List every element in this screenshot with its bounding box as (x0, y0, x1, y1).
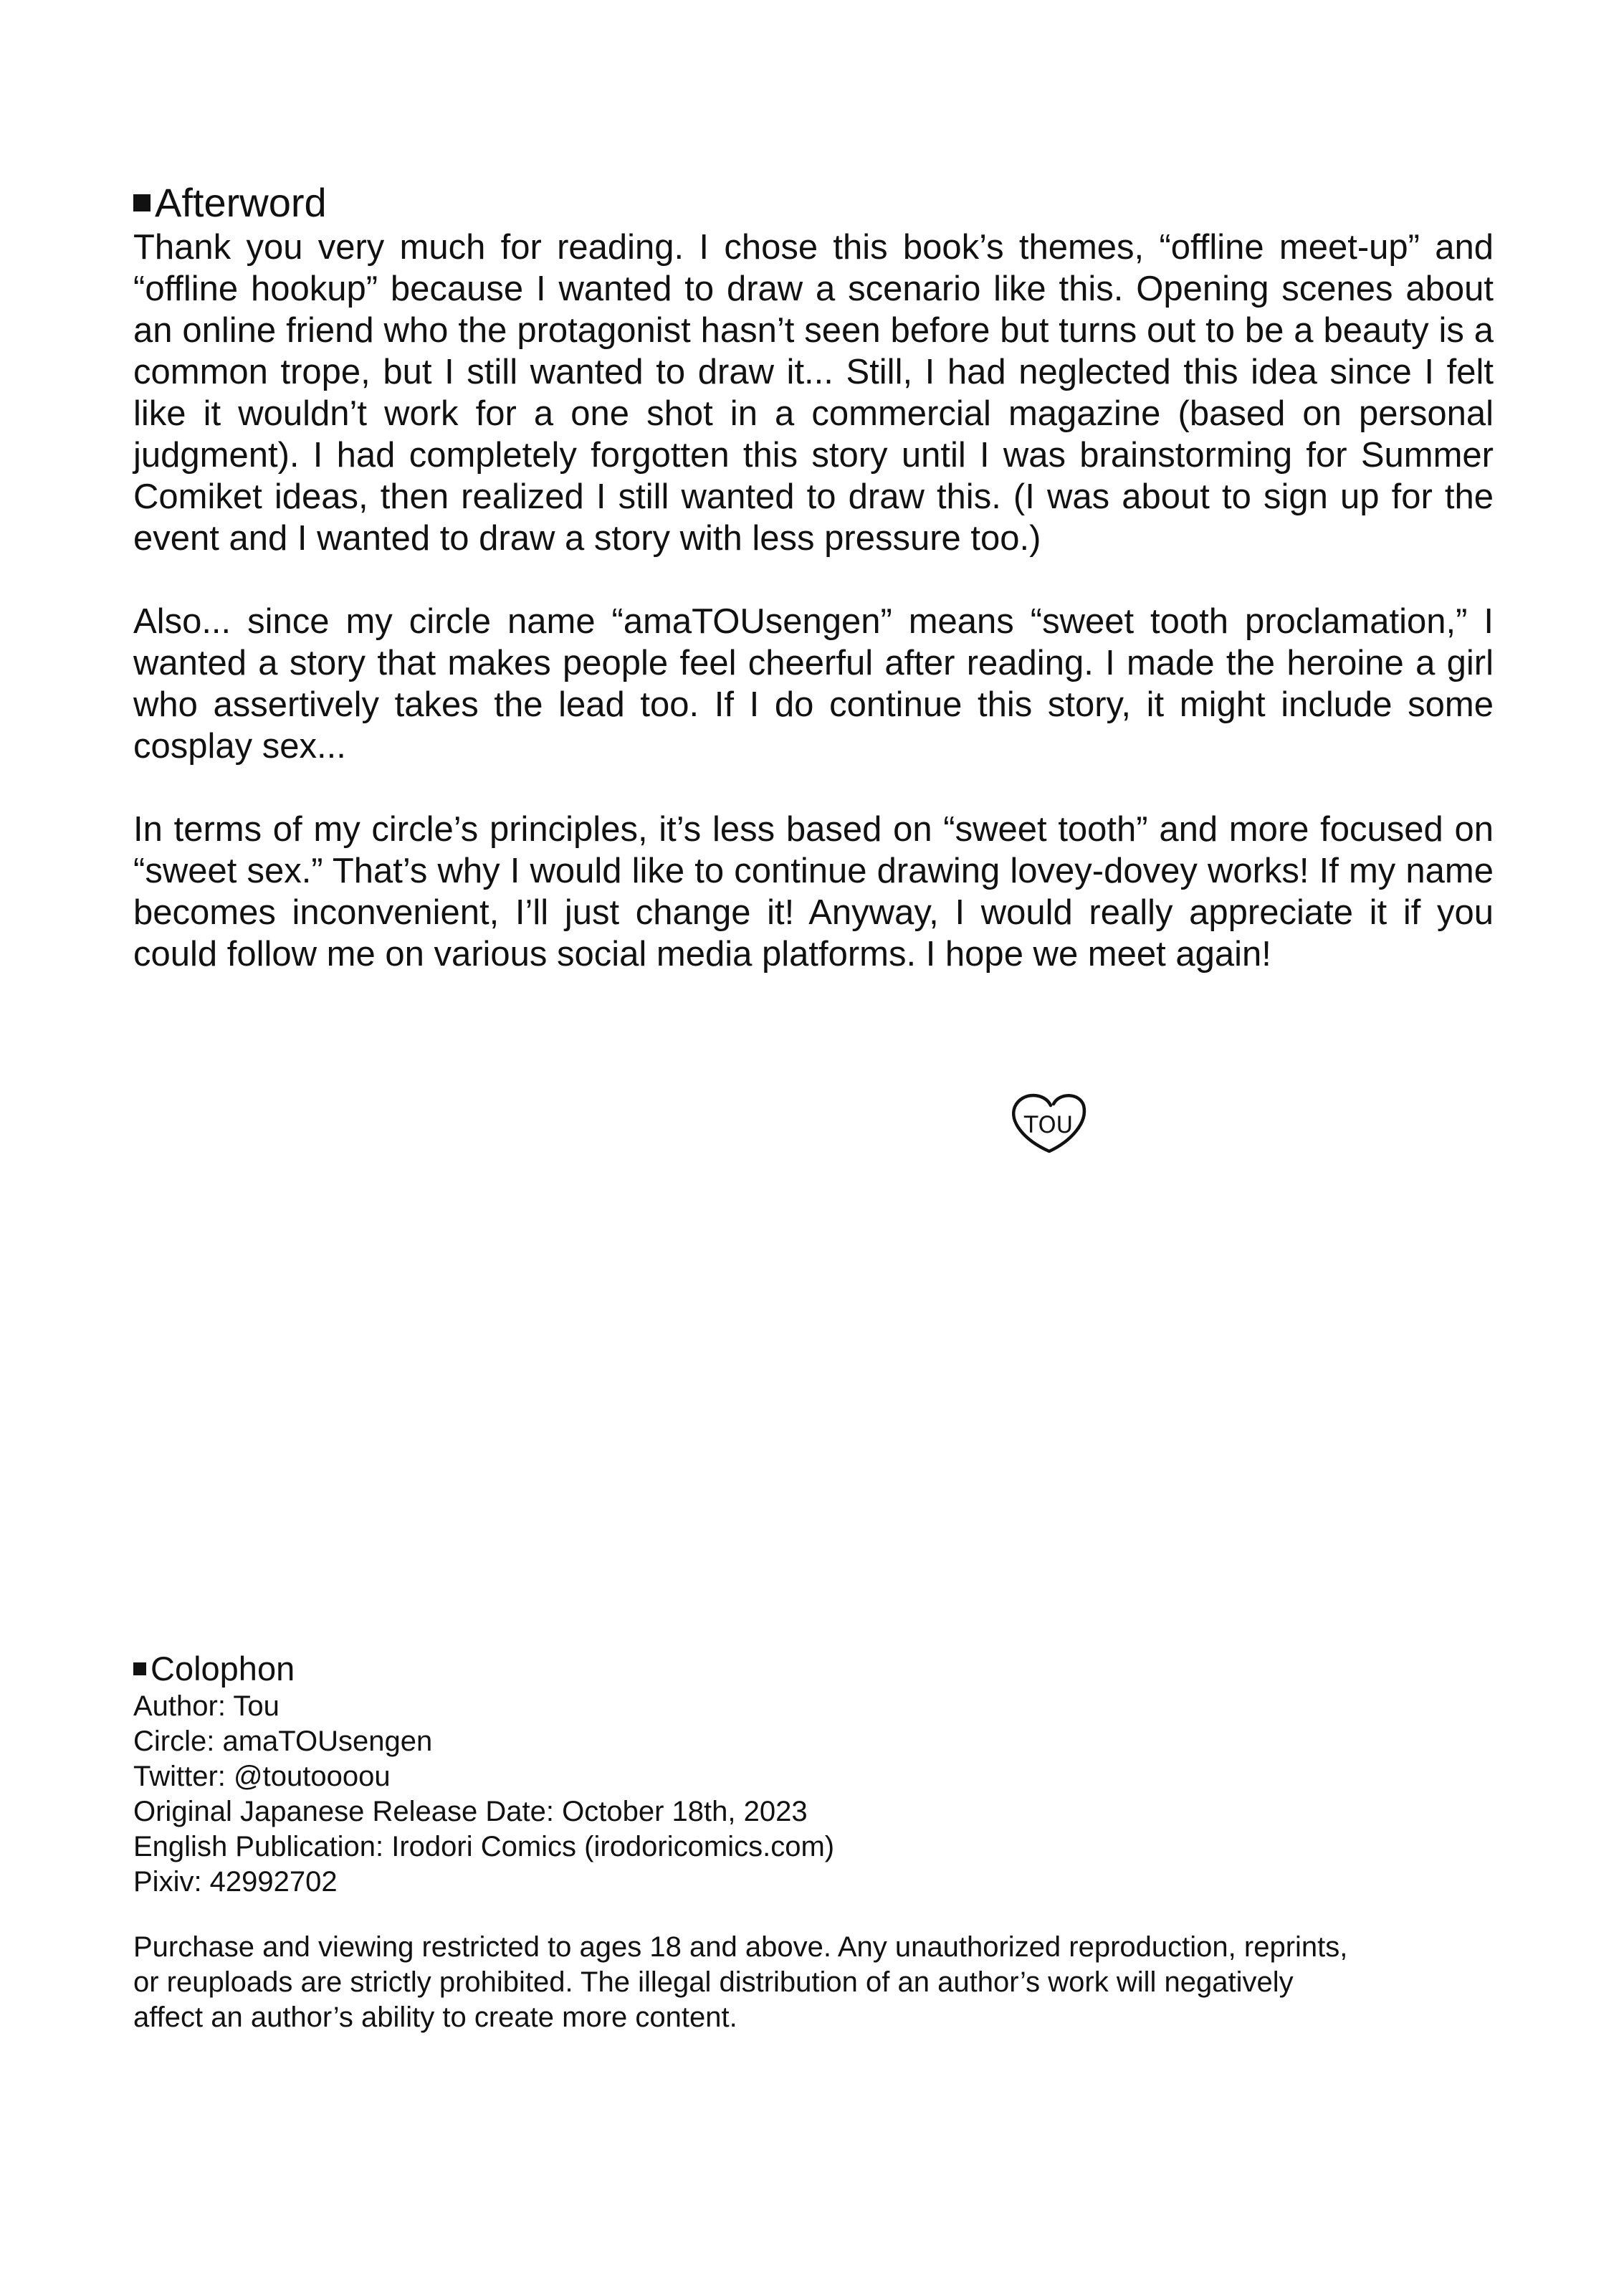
legal-notice (133, 1930, 1524, 2035)
colophon-release-date: Original Japanese Release Date: October 18th, 2023 (133, 1796, 808, 1827)
signature-text: TOU (1023, 1111, 1074, 1138)
colophon-heading (133, 1647, 295, 1690)
afterword-body (133, 227, 1494, 1017)
afterword-paragraph: In terms of my circle’s principles, it’s less based on “sweet tooth” and more focused on “sweet sex.” That’s why I would like to continue drawing lovey-dovey works! If my name becomes inconvenient, I’ll just change it! Anyway, I would really appreciate it if you could follow me on various social media platforms. I hope we meet again! (133, 810, 1494, 974)
heart-signature-icon (1009, 1090, 1092, 1156)
colophon-details (133, 1689, 834, 1900)
afterword-paragraph: Thank you very much for reading. I chose this book’s themes, “offline meet-up” and “offline hookup” because I wanted to draw a scenario like this. Opening scenes about an online friend who the protagonist hasn’t seen before but turns out to be a beauty is a common trope, but I still wanted to draw it... Still, I had neglected this idea since I felt like it wouldn’t work for a one shot in a commercial magazine (based on personal judgment). I had completely forgotten this story until I was brainstorming for Summer Comiket ideas, then realized I still wanted to draw this. (I was about to sign up for the event and I wanted to draw a story with less pressure too.) (133, 228, 1494, 558)
square-bullet-icon (133, 1662, 146, 1675)
legal-notice-line: Purchase and viewing restricted to ages 18 and above. Any unauthorized reproduction, reprints, (133, 1931, 1348, 1963)
colophon-pixiv: Pixiv: 42992702 (133, 1866, 338, 1898)
colophon-circle: Circle: amaTOUsengen (133, 1726, 433, 1757)
legal-notice-line: or reuploads are strictly prohibited. The illegal distribution of an author’s work will negatively (133, 1966, 1294, 1998)
afterword-title: Afterword (155, 180, 327, 225)
colophon-author: Author: Tou (133, 1690, 280, 1722)
legal-notice-line: affect an author’s ability to create more content. (133, 2002, 737, 2033)
afterword-paragraph: Also... since my circle name “amaTOUsengen” means “sweet tooth proclamation,” I wanted a story that makes people feel cheerful after reading. I made the heroine a girl who assertively takes the lead too. If I do continue this story, it might include some cosplay sex... (133, 602, 1494, 766)
colophon-title: Colophon (151, 1650, 295, 1688)
square-bullet-icon (133, 194, 151, 211)
afterword-heading (133, 178, 327, 228)
colophon-publication: English Publication: Irodori Comics (irodoricomics.com) (133, 1831, 835, 1862)
heart-signature-drawing (1009, 1090, 1092, 1156)
colophon-twitter: Twitter: @toutoooou (133, 1761, 391, 1792)
